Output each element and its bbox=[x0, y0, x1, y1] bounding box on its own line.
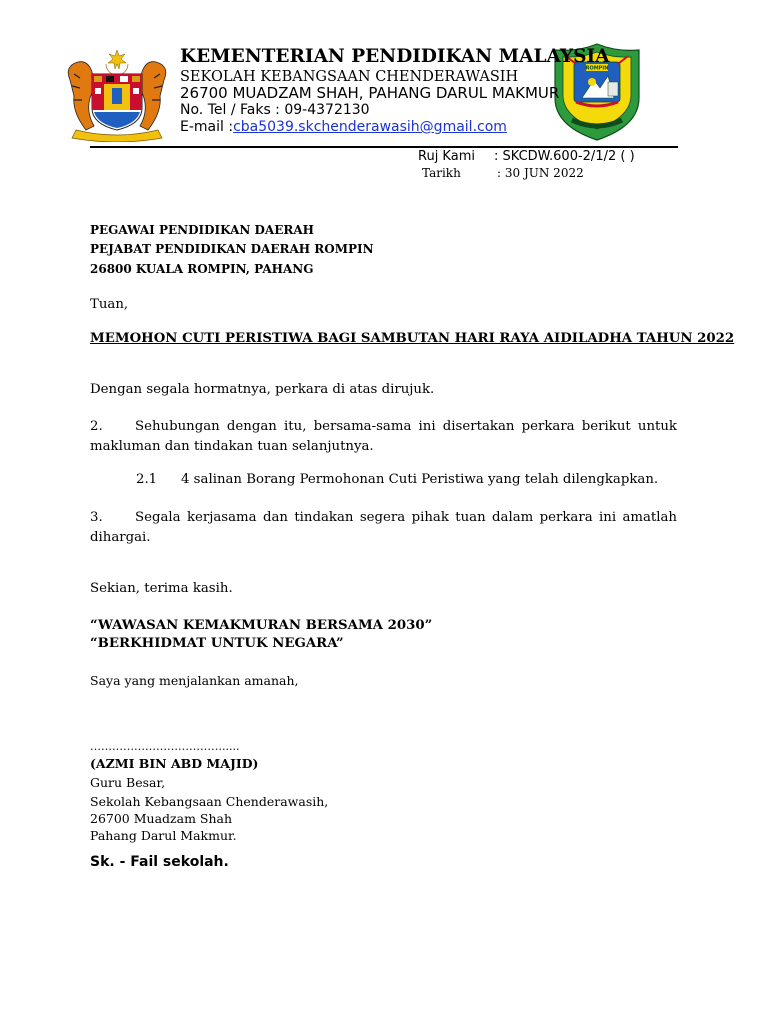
school-name: SEKOLAH KEBANGSAAN CHENDERAWASIH bbox=[180, 69, 519, 85]
badge-rompin-text: ROMPIN bbox=[585, 65, 609, 72]
reference-value: : SKCDW.600-2/1/2 ( ) bbox=[494, 149, 635, 164]
signatory-title: Guru Besar, bbox=[90, 775, 166, 790]
paragraph-2-1-number: 2.1 bbox=[136, 472, 158, 487]
paragraph-2-1-text: 4 salinan Borang Permohonan Cuti Peristiwa yang telah dilengkapkan. bbox=[181, 472, 659, 487]
date-row bbox=[422, 166, 584, 180]
recipient-line-3: 26800 KUALA ROMPIN, PAHANG bbox=[90, 262, 314, 276]
email-link[interactable]: cba5039.skchenderawasih@gmail.com bbox=[233, 119, 507, 135]
paragraph-1: Dengan segala hormatnya, perkara di atas dirujuk. bbox=[90, 382, 435, 397]
recipient-line-2: PEJABAT PENDIDIKAN DAERAH ROMPIN bbox=[90, 242, 374, 256]
ministry-name: KEMENTERIAN PENDIDIKAN MALAYSIA bbox=[180, 46, 610, 67]
school-phone: No. Tel / Faks : 09-4372130 bbox=[180, 102, 370, 118]
coat-of-arms-logo bbox=[62, 50, 172, 142]
motto-1: “WAWASAN KEMAKMURAN BERSAMA 2030” bbox=[90, 618, 433, 633]
paragraph-3-text: Segala kerjasama dan tindakan segera pihak tuan dalam perkara ini amatlah dihargai. bbox=[90, 510, 677, 545]
paragraph-2-1 bbox=[136, 472, 658, 487]
reference-label: Ruj Kami bbox=[418, 149, 475, 164]
recipient-line-1: PEGAWAI PENDIDIKAN DAERAH bbox=[90, 223, 315, 237]
signature-dotted-line: ………………………………..... bbox=[90, 740, 240, 753]
paragraph-2 bbox=[90, 417, 677, 457]
school-email-line bbox=[180, 119, 507, 135]
signatory-school: Sekolah Kebangsaan Chenderawasih, bbox=[90, 794, 329, 809]
email-label: E-mail : bbox=[180, 119, 234, 135]
paragraph-2-text: Sehubungan dengan itu, bersama-sama ini disertakan perkara berikut untuk makluman dan tindakan tuan selanjutnya. bbox=[90, 419, 677, 454]
motto-2: “BERKHIDMAT UNTUK NEGARA” bbox=[90, 636, 344, 651]
school-address: 26700 MUADZAM SHAH, PAHANG DARUL MAKMUR bbox=[180, 84, 560, 102]
header-divider bbox=[90, 146, 678, 148]
signature-trust-line: Saya yang menjalankan amanah, bbox=[90, 673, 299, 688]
paragraph-2-number: 2. bbox=[90, 419, 103, 434]
signatory-state: Pahang Darul Makmur. bbox=[90, 828, 237, 843]
paragraph-3-number: 3. bbox=[90, 510, 103, 525]
signatory-name: (AZMI BIN ABD MAJID) bbox=[90, 756, 259, 771]
closing-remark: Sekian, terima kasih. bbox=[90, 581, 233, 596]
reference-row bbox=[418, 149, 635, 164]
salutation: Tuan, bbox=[90, 297, 129, 312]
date-value: : 30 JUN 2022 bbox=[497, 166, 584, 180]
signatory-postcode: 26700 Muadzam Shah bbox=[90, 811, 233, 826]
carbon-copy-line: Sk. - Fail sekolah. bbox=[90, 854, 229, 870]
letter-subject: MEMOHON CUTI PERISTIWA BAGI SAMBUTAN HARI RAYA AIDILADHA TAHUN 2022 bbox=[90, 331, 735, 346]
paragraph-3 bbox=[90, 508, 677, 548]
date-label: Tarikh bbox=[422, 166, 461, 180]
